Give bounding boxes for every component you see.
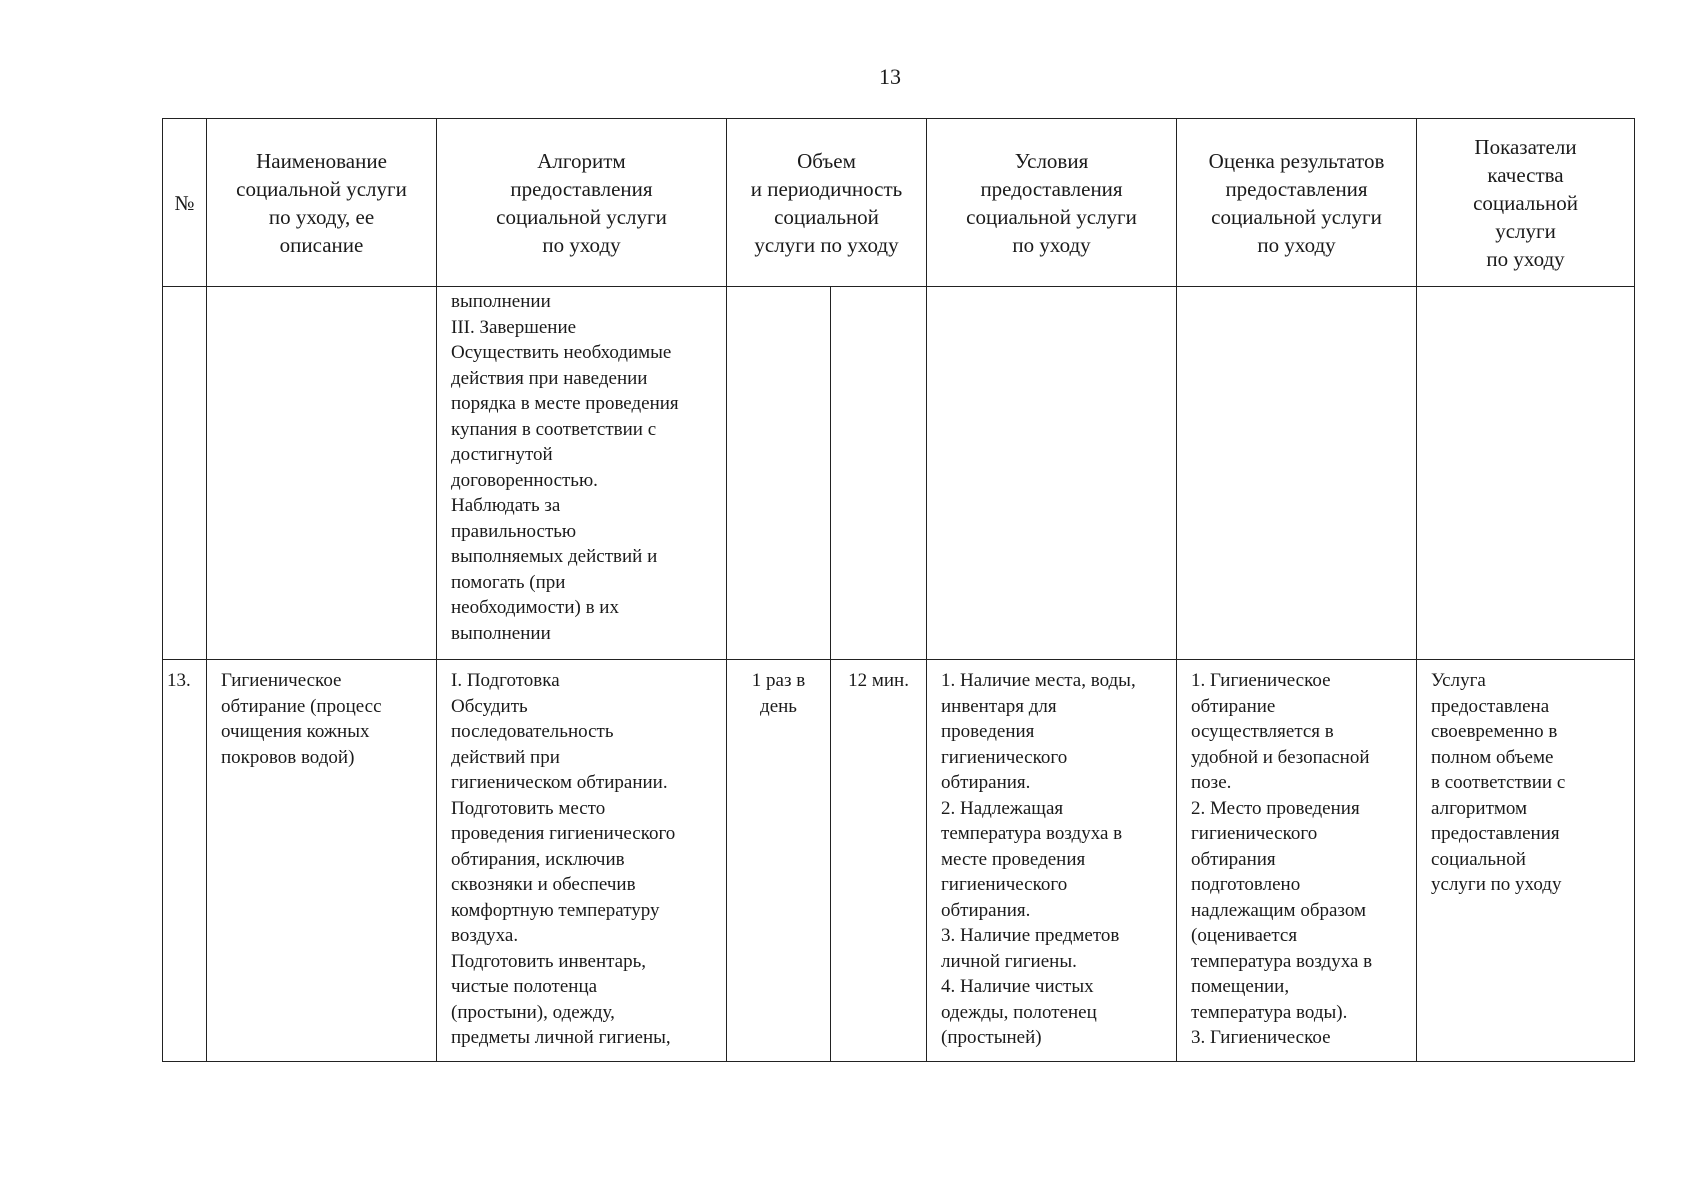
table-row-continuation [163,287,1635,660]
cell-quality: Услуга предоставлена своевременно в полном объеме в соответствии с алгоритмом предоставления социальной услуги по уходу [1417,660,1635,1062]
social-services-table [162,118,1635,1062]
cell-name [207,287,437,660]
header-conditions: Условия предоставления социальной услуги по уходу [927,119,1177,287]
cell-number: 13. [163,660,207,1062]
cell-frequency [727,287,831,660]
cell-number [163,287,207,660]
header-volume: Объем и периодичность социальной услуги по уходу [727,119,927,287]
header-row [163,119,1635,287]
cell-conditions: 1. Наличие места, воды, инвентаря для проведения гигиенического обтирания. 2. Надлежащая температура воздуха в месте проведения гигиенического обтирания. 3. Наличие предметов личной гигиены. 4. Наличие чистых одежды, полотенец (простыней) [927,660,1177,1062]
cell-algorithm: I. Подготовка Обсудить последовательность действий при гигиеническом обтирании. Подготовить место проведения гигиенического обтирания, исключив сквозняки и обеспечив комфортную температуру воздуха. Подготовить инвентарь, чистые полотенца (простыни), одежду, предметы личной гигиены, [437,660,727,1062]
table-row-13 [163,660,1635,1062]
header-quality: Показатели качества социальной услуги по уходу [1417,119,1635,287]
cell-duration [831,287,927,660]
cell-quality [1417,287,1635,660]
cell-conditions [927,287,1177,660]
cell-name: Гигиеническое обтирание (процесс очищения кожных покровов водой) [207,660,437,1062]
cell-evaluation [1177,287,1417,660]
header-name: Наименование социальной услуги по уходу, ее описание [207,119,437,287]
header-evaluation: Оценка результатов предоставления социальной услуги по уходу [1177,119,1417,287]
header-number: № [163,119,207,287]
header-algorithm: Алгоритм предоставления социальной услуги по уходу [437,119,727,287]
cell-duration: 12 мин. [831,660,927,1062]
cell-frequency: 1 раз в день [727,660,831,1062]
page-number: 13 [879,64,901,89]
cell-algorithm: выполнении III. Завершение Осуществить необходимые действия при наведении порядка в месте проведения купания в соответствии с достигнутой договоренностью. Наблюдать за правильностью выполняемых действий и помогать (при необходимости) в их выполнении [437,287,727,660]
cell-evaluation: 1. Гигиеническое обтирание осуществляется в удобной и безопасной позе. 2. Место проведения гигиенического обтирания подготовлено надлежащим образом (оценивается температура воздуха в помещении, температура воды). 3. Гигиеническое [1177,660,1417,1062]
